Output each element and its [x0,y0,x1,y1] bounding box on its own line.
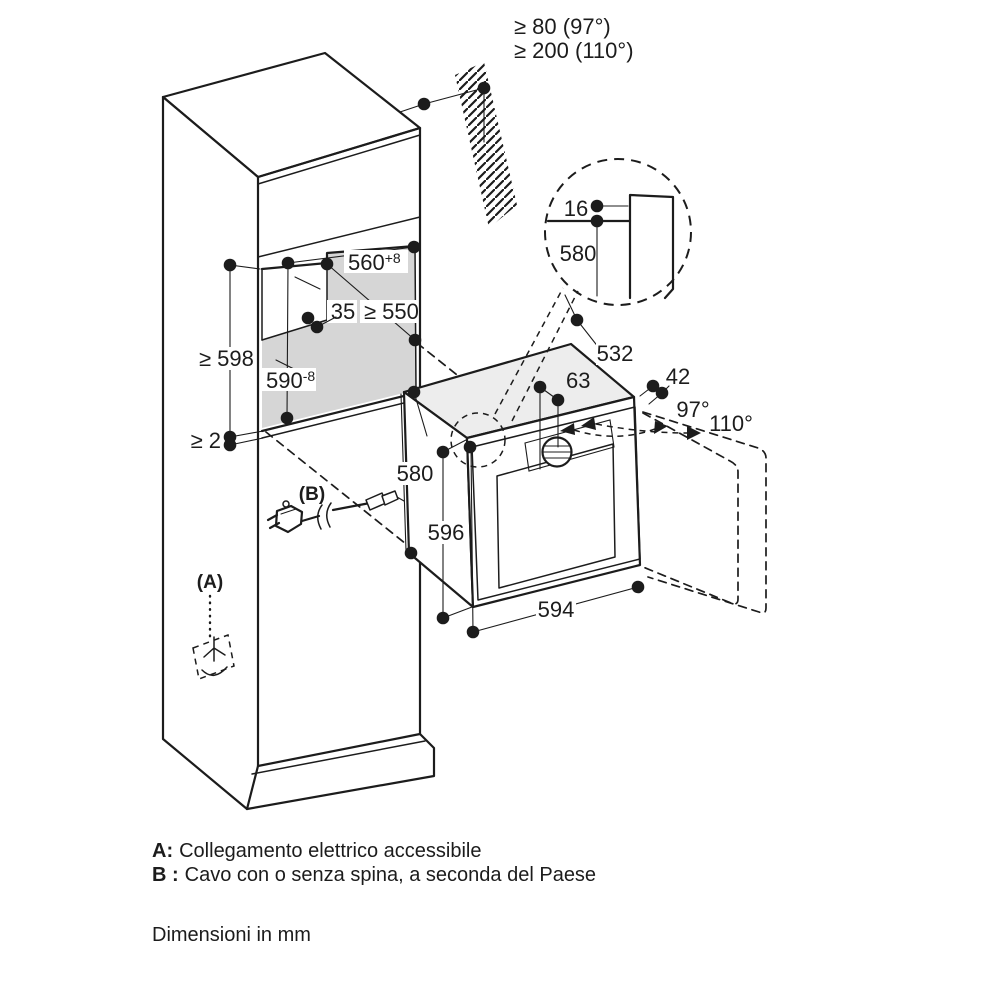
dim-angle-97: 97° [676,397,710,422]
dim-532-label: 532 [596,341,634,366]
dim-550-label: ≥ 550 [364,299,419,324]
wall-clearance-dim [400,14,634,142]
legend [152,840,596,886]
dim-detail-16: 16 [563,196,589,221]
legend-line-a: A: Collegamento elettrico accessibile [152,840,482,862]
legend-line-b: B : Cavo con o senza spina, a seconda del Paese [152,864,597,886]
dim-560-label: $560^{+8}$ [348,250,401,275]
dim-590-label: $590^{-8}$ [266,368,316,393]
arrow-right-110 [687,426,701,440]
dim-angle-110: 110° [709,411,753,436]
detail-circle [545,159,691,305]
dim-35-label: 35 [330,299,356,324]
power-cable [302,503,370,521]
dim-598-label: ≥ 598 [199,346,254,371]
dim-wall-clearance-1: ≥ 80 (97°) [514,14,611,39]
cabinet-left-face [163,97,258,809]
callout-b-label: (B) [298,484,326,505]
dimensions-note: Dimensioni in mm [152,924,311,946]
dim-63-label: 63 [566,368,591,393]
callout-a-label: (A) [196,572,224,593]
dim-594-label: 594 [537,597,575,622]
oven-knob [543,438,572,467]
dim-580-label: 580 [396,461,434,486]
niche-shaded-back [262,246,416,428]
dim-596-label: 596 [427,520,465,545]
power-plug-icon [268,501,302,532]
cable-assembly [268,484,404,532]
cable-connector [366,491,404,510]
dim-wall-clearance-2: ≥ 200 (110°) [514,38,634,63]
oven [401,344,640,607]
dim-gap2-label: ≥ 2 [190,428,221,453]
door-open-97 [643,413,738,604]
dim-42-label: 42 [665,364,691,389]
detail-circle-outline [545,159,691,305]
detail-panel-section [630,195,673,298]
door-open-110 [643,412,766,613]
oven-niche [262,246,420,438]
dim-detail-580: 580 [559,241,597,266]
